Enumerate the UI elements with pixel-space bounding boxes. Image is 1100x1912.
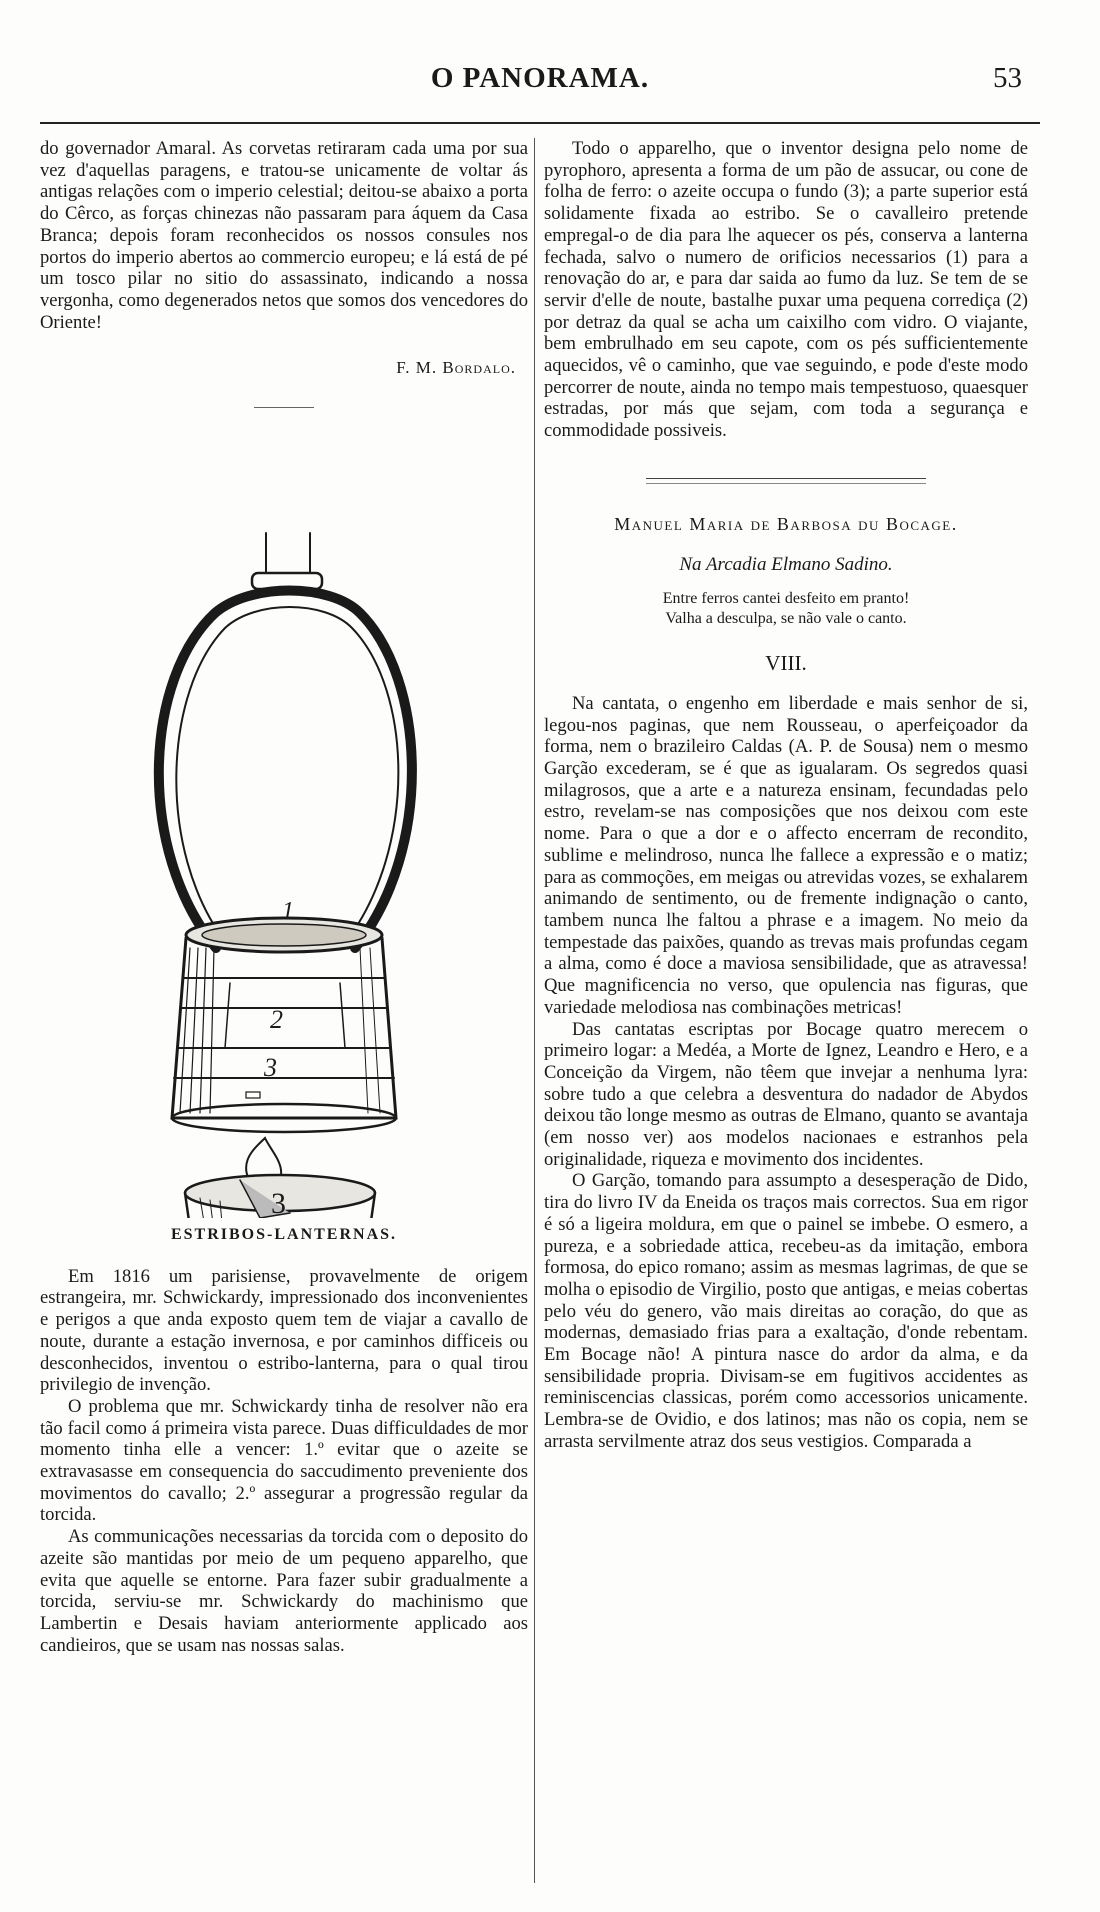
paragraph: As communicações necessarias da torcida com o deposito do azeite são mantidas por meio de um pequeno apparelho, que evita que aquelle se entorne. Para fazer subir gradualmente a torcida, serviu-se mr. Schwickardy do machinismo que Lambertin e Desais haviam anteriormente applicado aos candieiros, que se usam nas nossas salas. <box>40 1526 528 1656</box>
section-number: VIII. <box>765 651 807 676</box>
paragraph: Das cantatas escriptas por Bocage quatro merecem o primeiro logar: a Medéa, a Morte de Ignez, Leandro e Hero, e a Conceição da Virgem, não têem que invejar a nenhuma lyra: sobre tudo a que celebra a desventura do nadador de Abydos deixou tão longe mesmo as outras de Elmano, quanto se avantaja (em nosso ver) aos modelos nacionaes e estranhos pela originalidade, riqueza e movimento dos incidentes. <box>544 1018 1028 1170</box>
stirrup-lantern-engraving <box>40 428 528 1218</box>
figure-label-2: 2 <box>270 1005 283 1035</box>
paragraph: O problema que mr. Schwickardy tinha de resolver não era tão facil como á primeira vista parece. Duas difficuldades de mor momento tinha elle a vencer: 1.º evitar que o azeite se extravasasse em consequencia do saccudimento preveniente dos movimentos do cavallo; 2.º assegurar a progressão regular da torcida. <box>40 1395 528 1526</box>
epigraph-line: Entre ferros cantei desfeito em pranto! <box>662 590 910 608</box>
page-header <box>40 62 1040 102</box>
separator-rule <box>254 407 314 408</box>
figure-caption: ESTRIBOS-LANTERNAS. <box>170 1226 398 1244</box>
paragraph: do governador Amaral. As corvetas retiraram cada uma por sua vez d'aquellas paragens, e tratou-se unicamente de voltar ás antigas relações com o imperio celestial; deitou-se abaixo a porta do Cêrco, as forças chinezas não passaram para áquem da Casa Branca; depois foram reconhecidos os nossos consules nos portos do imperio abertos ao commercio europeu; e lá está de pé um tosco pilar no sitio do assassinato, indicando a nossa vergonha, como degenerados netos que somos dos vencedores do Oriente! <box>40 138 528 333</box>
paragraph: Todo o apparelho, que o inventor designa pelo nome de pyrophoro, apresenta a forma de um pão de assucar, ou cone de folha de ferro: o azeite occupa o fundo (3); a parte superior está solidamente fixada ao estribo. Se o cavalleiro pretende empregal-o de dia para lhe aquecer os pés, conserva a lanterna fechada, salvo o numero de orificios necessarios (1) para a renovação do ar, e para dar saida ao fumo da luz. Se tem de se servir d'elle de noute, bastalhe puxar uma pequena corrediça (2) por detraz da qual se acha um caixilho com vidro. O viajante, bem embrulhado em seu capote, com os pés sufficientemente aquecidos, vê o caminho, que vae seguindo, e pode d'este modo percorrer de noute, ainda no tempo mais tempestuoso, quaesquer estradas, por más que sejam, com toda a segurança e commodidade possiveis. <box>544 138 1028 442</box>
page-number: 53 <box>993 62 1022 94</box>
dedication-line: Na Arcadia Elmano Sadino. <box>679 553 893 575</box>
column-divider <box>534 138 535 1883</box>
running-title: O PANORAMA. <box>430 62 650 94</box>
figure-label-3-lower: 3 <box>271 1187 286 1219</box>
lantern-illustration <box>40 428 528 1218</box>
section-heading: Manuel Maria de Barbosa du Bocage. <box>614 513 958 534</box>
epigraph <box>544 589 1028 629</box>
epigraph-line: Valha a desculpa, se não vale o canto. <box>665 610 907 628</box>
figure-label-3-upper: 3 <box>264 1053 277 1083</box>
paragraph: O Garção, tomando para assumpto a desesperação de Dido, tira do livro IV da Eneida os traços mais correctos. Sua em rigor é só a ligeira moldura, em que o painel se imbebe. O esmero, a pureza, e a sobriedade attica, recebeu-as da imitação, embora formosa, do epico romano; assim as mesmas lagrimas, de que se molha o episodio de Virgilio, posto que antigas, e meias cobertas pelo véu do genero, vão mais direitas ao coração, do que as modernas, demasiado frias para a exaltação, d'onde rebentam. Em Bocage não! A pintura nasce do ardor da alma, e da sensibilidade propria. Divisam-se em fugitivos accidentes as reminiscencias classicas, porém como accessorios unicamente. Lembra-se de Ovidio, e dos latinos; mas não os copia, nem se arrasta servilmente atraz dos seus vestigios. Comparada a <box>544 1170 1028 1452</box>
left-column <box>40 138 528 1656</box>
section-separator <box>646 483 926 484</box>
section-separator <box>646 478 926 479</box>
header-rule <box>40 122 1040 124</box>
author-signature: F. M. Bordalo. <box>396 358 516 378</box>
paragraph: Na cantata, o engenho em liberdade e mais senhor de si, legou-nos paginas, que nem Rousseau, o aperfeiçoador da forma, nem o brazileiro Caldas (A. P. de Sousa) nem o mesmo Garção excederam, se é que as igualaram. Os segredos quasi milagrosos, que a arte e a natureza ensinam, fecundadas pelo estro, revelam-se nas composições que nos deixou com este nome. Para o que a dor e o affecto encerram de recondito, sublime e melindroso, nunca lhe fallece a expressão e o matiz; para as commoções, em meigas ou atrevidas vozes, se exhalarem animando de sentimento, ou de fremente indignação o canto, tambem nunca lhe faltou a phrase e a imagem. No meio da tempestade das paixões, quando as trevas mais profundas cegam a alma, como é doce a maviosa sensibilidade, que as atravessa! Que magnificencia no verso, que opulencia nas figuras, que variedade melodiosa nas combinações metricas! <box>544 692 1028 1018</box>
paragraph: Em 1816 um parisiense, provavelmente de origem estrangeira, mr. Schwickardy, impressionado dos inconvenientes e perigos a que anda exposto quem tem de viajar a cavallo de noute, durante a estação invernosa, e por caminhos difficeis ou desconhecidos, inventou o estribo-lanterna, para o qual tirou privilegio de invenção. <box>40 1265 528 1396</box>
right-column <box>544 138 1028 1453</box>
figure-label-1: 1 <box>282 898 294 925</box>
